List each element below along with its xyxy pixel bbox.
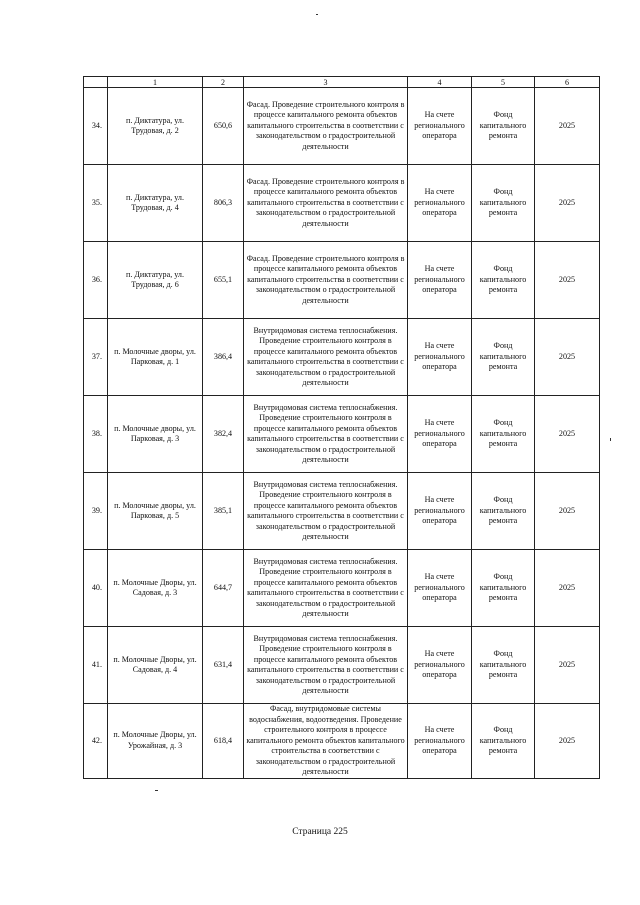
fund-cell: Фонд капитального ремонта bbox=[472, 550, 535, 627]
year-cell: 2025 bbox=[535, 704, 600, 779]
header-cell-4: 4 bbox=[408, 77, 472, 88]
address-cell: п. Молочные Дворы, ул. Урожайная, д. 3 bbox=[108, 704, 203, 779]
work-description-cell: Внутридомовая система теплоснабжения. Проведение строительного контроля в процессе капитального ремонта объектов капитального строительства в соответствии с законодательством о градостроительной деятельности bbox=[244, 396, 408, 473]
table-row bbox=[84, 473, 600, 550]
area-cell: 806,3 bbox=[203, 165, 244, 242]
header-cell-6: 6 bbox=[535, 77, 600, 88]
table-row bbox=[84, 627, 600, 704]
year-cell: 2025 bbox=[535, 88, 600, 165]
address-cell: п. Молочные Дворы, ул. Садовая, д. 4 bbox=[108, 627, 203, 704]
account-cell: На счете регионального оператора bbox=[408, 165, 472, 242]
row-number: 42. bbox=[84, 704, 108, 779]
works-table-body bbox=[84, 77, 600, 779]
year-cell: 2025 bbox=[535, 396, 600, 473]
header-cell-3: 3 bbox=[244, 77, 408, 88]
address-cell: п. Молочные дворы, ул. Парковая, д. 3 bbox=[108, 396, 203, 473]
area-cell: 655,1 bbox=[203, 242, 244, 319]
fund-cell: Фонд капитального ремонта bbox=[472, 319, 535, 396]
address-cell: п. Молочные Дворы, ул. Садовая, д. 3 bbox=[108, 550, 203, 627]
account-cell: На счете регионального оператора bbox=[408, 88, 472, 165]
table-row bbox=[84, 319, 600, 396]
account-cell: На счете регионального оператора bbox=[408, 396, 472, 473]
fund-cell: Фонд капитального ремонта bbox=[472, 396, 535, 473]
year-cell: 2025 bbox=[535, 627, 600, 704]
row-number: 34. bbox=[84, 88, 108, 165]
year-cell: 2025 bbox=[535, 165, 600, 242]
header-cell-1: 1 bbox=[108, 77, 203, 88]
work-description-cell: Внутридомовая система теплоснабжения. Проведение строительного контроля в процессе капитального ремонта объектов капитального строительства в соответствии с законодательством о градостроительной деятельности bbox=[244, 550, 408, 627]
area-cell: 386,4 bbox=[203, 319, 244, 396]
work-description-cell: Фасад. Проведение строительного контроля в процессе капитального ремонта объектов капитального строительства в соответствии с законодательством о градостроительной деятельности bbox=[244, 88, 408, 165]
account-cell: На счете регионального оператора bbox=[408, 550, 472, 627]
fund-cell: Фонд капитального ремонта bbox=[472, 473, 535, 550]
header-row bbox=[84, 77, 600, 88]
area-cell: 618,4 bbox=[203, 704, 244, 779]
scan-speck-left bbox=[155, 790, 158, 791]
fund-cell: Фонд капитального ремонта bbox=[472, 242, 535, 319]
address-cell: п. Диктатура, ул. Трудовая, д. 6 bbox=[108, 242, 203, 319]
scan-speck-right bbox=[610, 438, 611, 441]
row-number: 38. bbox=[84, 396, 108, 473]
area-cell: 385,1 bbox=[203, 473, 244, 550]
row-number: 41. bbox=[84, 627, 108, 704]
area-cell: 382,4 bbox=[203, 396, 244, 473]
table-row bbox=[84, 704, 600, 779]
area-cell: 631,4 bbox=[203, 627, 244, 704]
row-number: 39. bbox=[84, 473, 108, 550]
account-cell: На счете регионального оператора bbox=[408, 319, 472, 396]
table-row bbox=[84, 88, 600, 165]
year-cell: 2025 bbox=[535, 473, 600, 550]
address-cell: п. Молочные дворы, ул. Парковая, д. 1 bbox=[108, 319, 203, 396]
fund-cell: Фонд капитального ремонта bbox=[472, 627, 535, 704]
header-cell-5: 5 bbox=[472, 77, 535, 88]
header-cell-blank bbox=[84, 77, 108, 88]
work-description-cell: Внутридомовая система теплоснабжения. Проведение строительного контроля в процессе капитального ремонта объектов капитального строительства в соответствии с законодательством о градостроительной деятельности bbox=[244, 627, 408, 704]
table-row bbox=[84, 550, 600, 627]
fund-cell: Фонд капитального ремонта bbox=[472, 704, 535, 779]
year-cell: 2025 bbox=[535, 242, 600, 319]
work-description-cell: Фасад, внутридомовые системы водоснабжения, водоотведения. Проведение строительного контроля в процессе капитального ремонта объектов капитального строительства в соответствии с законодательством о градостроительной деятельности bbox=[244, 704, 408, 779]
row-number: 37. bbox=[84, 319, 108, 396]
table-row bbox=[84, 165, 600, 242]
area-cell: 650,6 bbox=[203, 88, 244, 165]
year-cell: 2025 bbox=[535, 319, 600, 396]
works-table bbox=[83, 76, 600, 779]
fund-cell: Фонд капитального ремонта bbox=[472, 88, 535, 165]
page-number: Страница 225 bbox=[292, 827, 348, 837]
fund-cell: Фонд капитального ремонта bbox=[472, 165, 535, 242]
work-description-cell: Внутридомовая система теплоснабжения. Проведение строительного контроля в процессе капитального ремонта объектов капитального строительства в соответствии с законодательством о градостроительной деятельности bbox=[244, 319, 408, 396]
work-description-cell: Внутридомовая система теплоснабжения. Проведение строительного контроля в процессе капитального ремонта объектов капитального строительства в соответствии с законодательством о градостроительной деятельности bbox=[244, 473, 408, 550]
address-cell: п. Диктатура, ул. Трудовая, д. 4 bbox=[108, 165, 203, 242]
row-number: 40. bbox=[84, 550, 108, 627]
account-cell: На счете регионального оператора bbox=[408, 242, 472, 319]
table-row bbox=[84, 396, 600, 473]
account-cell: На счете регионального оператора bbox=[408, 704, 472, 779]
scan-speck-top bbox=[316, 14, 318, 15]
year-cell: 2025 bbox=[535, 550, 600, 627]
row-number: 35. bbox=[84, 165, 108, 242]
account-cell: На счете регионального оператора bbox=[408, 627, 472, 704]
address-cell: п. Молочные дворы, ул. Парковая, д. 5 bbox=[108, 473, 203, 550]
work-description-cell: Фасад. Проведение строительного контроля в процессе капитального ремонта объектов капитального строительства в соответствии с законодательством о градостроительной деятельности bbox=[244, 242, 408, 319]
area-cell: 644,7 bbox=[203, 550, 244, 627]
address-cell: п. Диктатура, ул. Трудовая, д. 2 bbox=[108, 88, 203, 165]
account-cell: На счете регионального оператора bbox=[408, 473, 472, 550]
header-cell-2: 2 bbox=[203, 77, 244, 88]
row-number: 36. bbox=[84, 242, 108, 319]
table-row bbox=[84, 242, 600, 319]
work-description-cell: Фасад. Проведение строительного контроля в процессе капитального ремонта объектов капитального строительства в соответствии с законодательством о градостроительной деятельности bbox=[244, 165, 408, 242]
